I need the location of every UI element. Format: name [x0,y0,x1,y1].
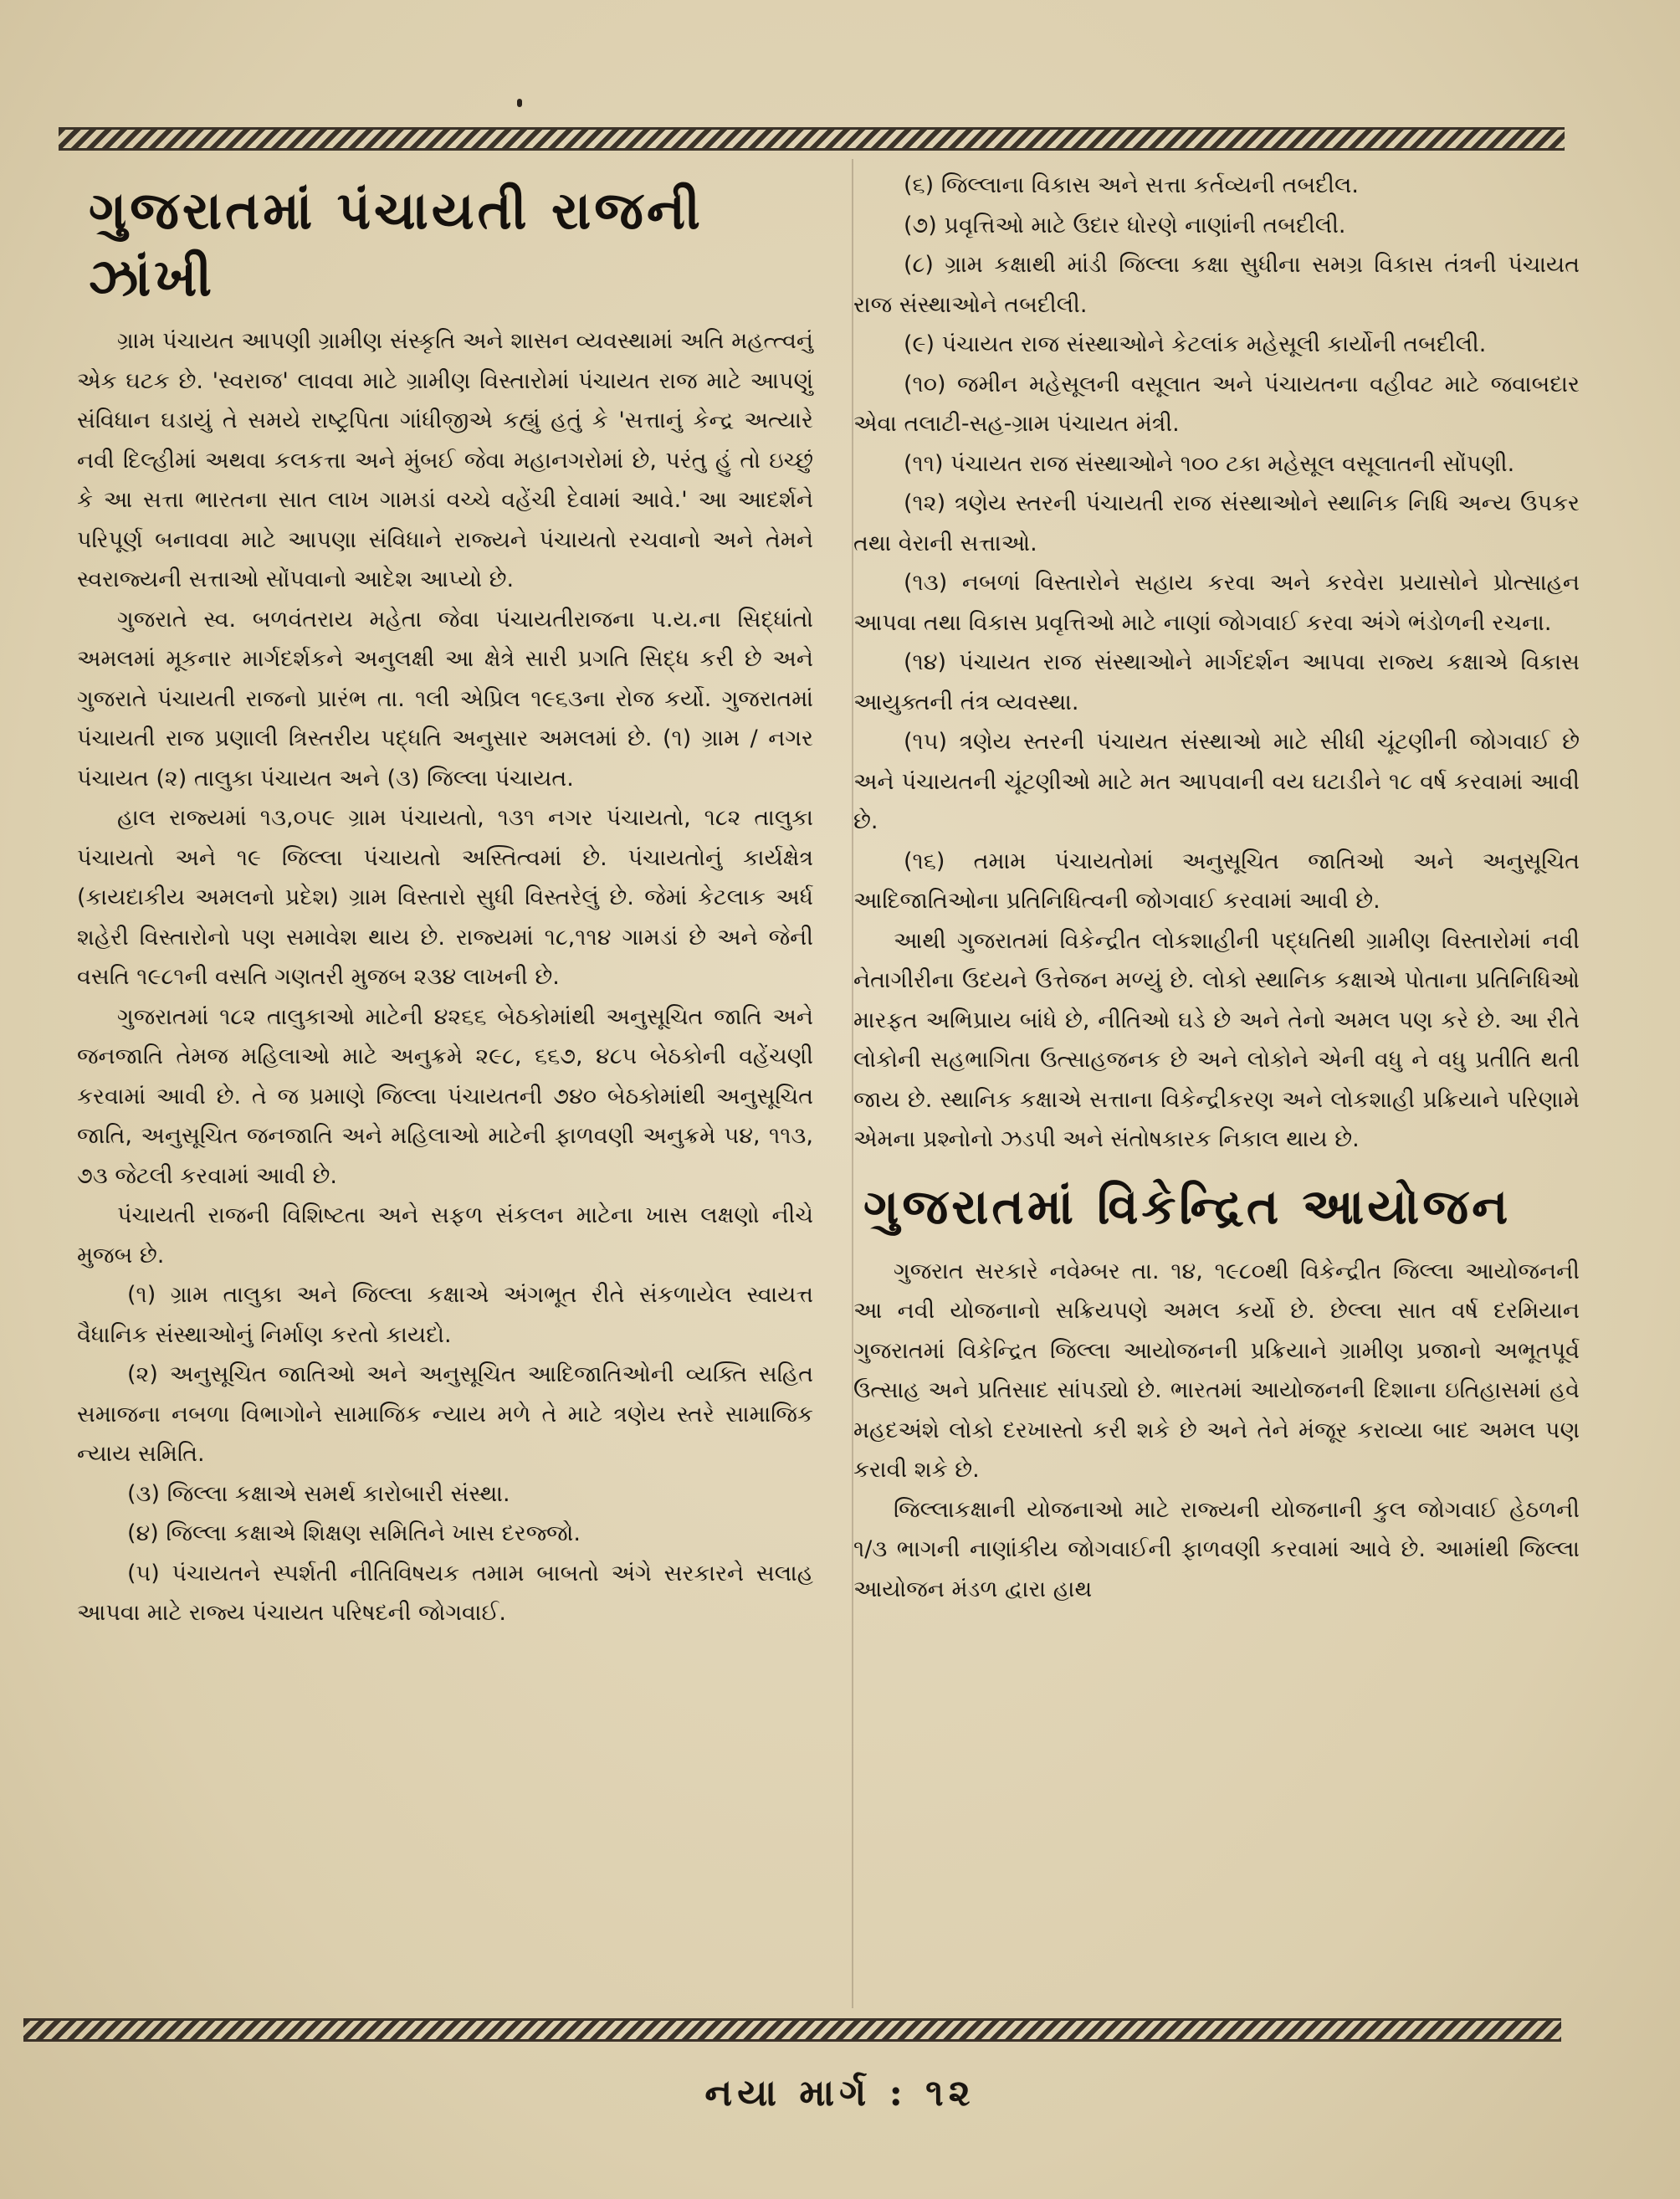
list-item: (૧૬) તમામ પંચાયતોમાં અનુસૂચિત જાતિઓ અને અનુસૂચિત આદિજાતિઓના પ્રતિનિધિત્વની જોગવાઈ કરવામાં આવી છે. [853,848,1580,914]
right-column [853,166,1580,1609]
bottom-decorative-border [23,2018,1561,2042]
list-item: (૮) ગ્રામ કક્ષાથી માંડી જિલ્લા કક્ષા સુધીના સમગ્ર વિકાસ તંત્રની પંચાયત રાજ સંસ્થાઓને તબદીલી. [853,252,1580,318]
paragraph: ગુજરાતમાં ૧૮૨ તાલુકાઓ માટેની ૪૨૬૬ બેઠકોમાંથી અનુસૂચિત જાતિ અને જનજાતિ તેમજ મહિલાઓ માટે અનુક્રમે ૨૯૮, ૬૬૭, ૪૮૫ બેઠકોની વહેંચણી કરવામાં આવી છે. તે જ પ્રમાણે જિલ્લા પંચાયતની ૭૪૦ બેઠકોમાંથી અનુસૂચિત જાતિ, અનુસૂચિત જનજાતિ અને મહિલાઓ માટેની ફાળવણી અનુક્રમે ૫૪, ૧૧૩, ૭૩ જેટલી કરવામાં આવી છે. [77,1003,813,1189]
list-item: (૧૩) નબળાં વિસ્તારોને સહાય કરવા અને કરવેરા પ્રયાસોને પ્રોત્સાહન આપવા તથા વિકાસ પ્રવૃત્તિઓ માટે નાણાં જોગવાઈ કરવા અંગે ભંડોળની રચના. [853,570,1580,636]
list-item: (૧૨) ત્રણેય સ્તરની પંચાયતી રાજ સંસ્થાઓને સ્થાનિક નિધિ અન્ય ઉપકર તથા વેરાની સત્તાઓ. [853,490,1580,556]
list-item: (૧૫) ત્રણેય સ્તરની પંચાયત સંસ્થાઓ માટે સીધી ચૂંટણીની જોગવાઈ છે અને પંચાયતની ચૂંટણીઓ માટે મત આપવાની વય ઘટાડીને ૧૮ વર્ષ કરવામાં આવી છે. [853,729,1580,834]
list-item: (૧૦) જમીન મહેસૂલની વસૂલાત અને પંચાયતના વહીવટ માટે જવાબદાર એવા તલાટી-સહ-ગ્રામ પંચાયત મંત્રી. [853,371,1580,437]
list-item: (૪) જિલ્લા કક્ષાએ શિક્ષણ સમિતિને ખાસ દરજ્જો. [127,1520,581,1546]
paragraph: પંચાયતી રાજની વિશિષ્ટતા અને સફળ સંકલન માટેના ખાસ લક્ષણો નીચે મુજબ છે. [77,1202,813,1269]
list-item: (૩) જિલ્લા કક્ષાએ સમર્થ કારોબારી સંસ્થા. [127,1480,510,1507]
paragraph: ગુજરાતે સ્વ. બળવંતરાય મહેતા જેવા પંચાયતીરાજના પ.ય.ના સિદ્ધાંતો અમલમાં મૂકનાર માર્ગદર્શકને અનુલક્ષી આ ક્ષેત્રે સારી પ્રગતિ સિદ્ધ કરી છે અને ગુજરાતે પંચાયતી રાજનો પ્રારંભ તા. ૧લી એપ્રિલ ૧૯૬૩ના રોજ કર્યો. ગુજરાતમાં પંચાયતી રાજ પ્રણાલી ત્રિસ્તરીય પદ્ધતિ અનુસાર અમલમાં છે. (૧) ગ્રામ / નગર પંચાયત (૨) તાલુકા પંચાયત અને (૩) જિલ્લા પંચાયત. [77,606,813,792]
paragraph: ગ્રામ પંચાયત આપણી ગ્રામીણ સંસ્કૃતિ અને શાસન વ્યવસ્થામાં અતિ મહત્ત્વનું એક ઘટક છે. 'સ્વરાજ' લાવવા માટે ગ્રામીણ વિસ્તારોમાં પંચાયત રાજ માટે આપણું સંવિધાન ઘડાયું તે સમયે રાષ્ટ્રપિતા ગાંધીજીએ કહ્યું હતું કે 'સત્તાનું કેન્દ્ર અત્યારે નવી દિલ્હીમાં અથવા કલકત્તા અને મુંબઈ જેવા મહાનગરોમાં છે, પરંતુ હું તો ઇચ્છું કે આ સત્તા ભારતના સાત લાખ ગામડાં વચ્ચે વહેંચી દેવામાં આવે.' આ આદર્શને પરિપૂર્ણ બનાવવા માટે આપણા સંવિધાને રાજ્યને પંચાયતો રચવાનો અને તેમને સ્વરાજ્યની સત્તાઓ સોંપવાનો આદેશ આપ્યો છે. [77,328,813,592]
paragraph: આથી ગુજરાતમાં વિકેન્દ્રીત લોકશાહીની પદ્ધતિથી ગ્રામીણ વિસ્તારોમાં નવી નેતાગીરીના ઉદયને ઉત્તેજન મળ્યું છે. લોકો સ્થાનિક કક્ષાએ પોતાના પ્રતિનિધિઓ મારફત અભિપ્રાય બાંધે છે, નીતિઓ ઘડે છે અને તેનો અમલ પણ કરે છે. આ રીતે લોકોની સહભાગિતા ઉત્સાહજનક છે અને લોકોને એની વધુ ને વધુ પ્રતીતિ થતી જાય છે. સ્થાનિક કક્ષાએ સત્તાના વિકેન્દ્રીકરણ અને લોકશાહી પ્રક્રિયાને પરિણામે એમના પ્રશ્નોનો ઝડપી અને સંતોષકારક નિકાલ થાય છે. [853,927,1580,1152]
list-item: (૯) પંચાયત રાજ સંસ્થાઓને કેટલાંક મહેસૂલી કાર્યોની તબદીલી. [904,331,1487,357]
ink-dot [517,99,522,107]
list-item: (૧) ગ્રામ તાલુકા અને જિલ્લા કક્ષાએ અંગભૂત રીતે સંકળાયેલ સ્વાયત્ત વૈધાનિક સંસ્થાઓનું નિર્માણ કરતો કાયદો. [77,1282,813,1348]
section-heading: ગુજરાતમાં વિકેન્દ્રિત આયોજન [863,1177,1512,1235]
paragraph: હાલ રાજ્યમાં ૧૩,૦૫૯ ગ્રામ પંચાયતો, ૧૩૧ નગર પંચાયતો, ૧૮૨ તાલુકા પંચાયતો અને ૧૯ જિલ્લા પંચાયતો અસ્તિત્વમાં છે. પંચાયતોનું કાર્યક્ષેત્ર (કાયદાકીય અમલનો પ્રદેશ) ગ્રામ વિસ્તારો સુધી વિસ્તરેલું છે. જેમાં કેટલાક અર્ધ શહેરી વિસ્તારોનો પણ સમાવેશ થાય છે. રાજ્યમાં ૧૮,૧૧૪ ગામડાં છે અને જેની વસતિ ૧૯૮૧ની વસતિ ગણતરી મુજબ ૨૩૪ લાખની છે. [77,805,813,990]
list-item: (૨) અનુસૂચિત જાતિઓ અને અનુસૂચિત આદિજાતિઓની વ્યક્તિ સહિત સમાજના નબળા વિભાગોને સામાજિક ન્યાય મળે તે માટે ત્રણેય સ્તરે સામાજિક ન્યાય સમિતિ. [77,1361,813,1467]
list-item: (૬) જિલ્લાના વિકાસ અને સત્તા કર્તવ્યની તબદીલ. [904,172,1359,198]
list-item: (૧૪) પંચાયત રાજ સંસ્થાઓને માર્ગદર્શન આપવા રાજ્ય કક્ષાએ વિકાસ આયુક્તની તંત્ર વ્યવસ્થા. [853,649,1580,715]
paragraph: ગુજરાત સરકારે નવેમ્બર તા. ૧૪, ૧૯૮૦થી વિકેન્દ્રીત જિલ્લા આયોજનની આ નવી યોજનાનો સક્રિયપણે અમલ કર્યો છે. છેલ્લા સાત વર્ષ દરમિયાન ગુજરાતમાં વિકેન્દ્રિત જિલ્લા આયોજનની પ્રક્રિયાને ગ્રામીણ પ્રજાનો અભૂતપૂર્વ ઉત્સાહ અને પ્રતિસાદ સાંપડ્યો છે. ભારતમાં આયોજનની દિશાના ઇતિહાસમાં હવે મહદઅંશે લોકો દરખાસ્તો કરી શકે છે અને તેને મંજૂર કરાવ્યા બાદ અમલ પણ કરાવી શકે છે. [853,1258,1580,1483]
list-item: (૭) પ્રવૃત્તિઓ માટે ઉદાર ધોરણે નાણાંની તબદીલી. [904,212,1346,238]
article-heading: ગુજરાતમાં પંચાયતી રાજની ઝાંખી [89,180,704,308]
page-footer: નયા માર્ગ : ૧૨ [704,2072,976,2114]
list-item: (૧૧) પંચાયત રાજ સંસ્થાઓને ૧૦૦ ટકા મહેસૂલ વસૂલાતની સોંપણી. [904,450,1515,477]
list-item: (૫) પંચાયતને સ્પર્શતી નીતિવિષયક તમામ બાબતો અંગે સરકારને સલાહ આપવા માટે રાજ્ય પંચાયત પરિષદની જોગવાઈ. [77,1560,813,1626]
left-column [77,167,813,1633]
top-decorative-border [59,127,1565,151]
paragraph: જિલ્લાકક્ષાની યોજનાઓ માટે રાજ્યની યોજનાની કુલ જોગવાઈ હેઠળની ૧/૩ ભાગની નાણાંકીય જોગવાઈની ફાળવણી કરવામાં આવે છે. આમાંથી જિલ્લા આયોજન મંડળ દ્વારા હાથ [853,1496,1580,1602]
